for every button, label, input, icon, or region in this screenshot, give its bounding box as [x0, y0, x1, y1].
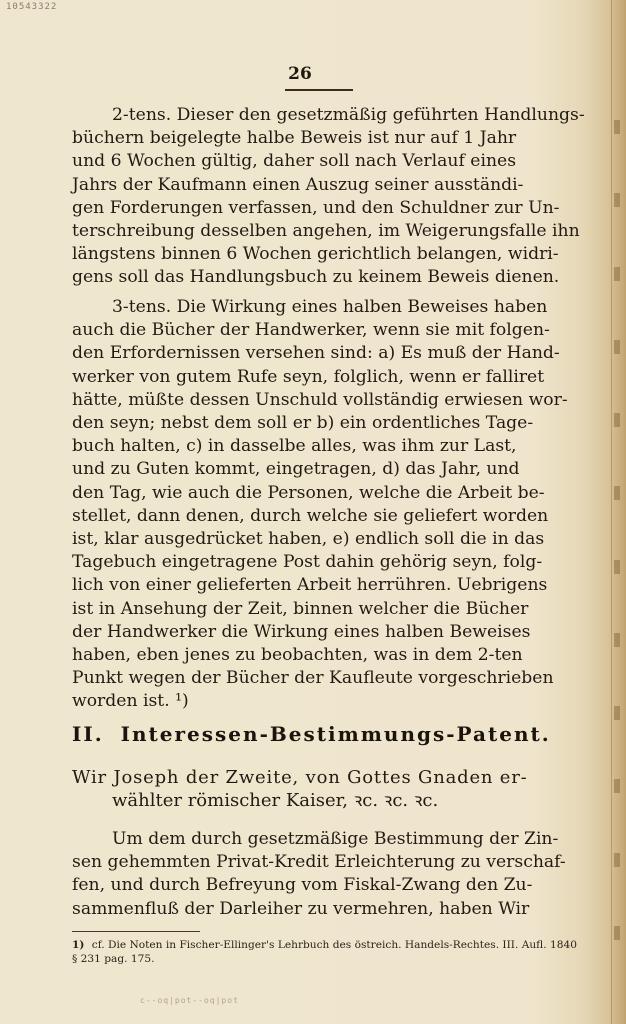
library-stamp: c--oq|pot--oq|pot [140, 996, 239, 1005]
paragraph-3tens [72, 296, 600, 714]
section-number: II. [72, 722, 104, 746]
text-line: den seyn; nebst dem soll er b) ein ordentliches Tage- [72, 413, 534, 434]
text-line: gen Forderungen verfassen, und den Schuldner zur Un- [72, 197, 560, 218]
paragraph-patent-body [72, 828, 600, 921]
text-line: lich von einer gelieferten Arbeit herrühren. Uebrigens [72, 575, 548, 596]
footnote [72, 938, 600, 966]
footnote-marker: 1) [72, 939, 85, 951]
footnote-line: cf. Die Noten in Fischer-Ellinger's Lehrbuch des östreich. Handels-Rechtes. III. Aufl. 1840 [91, 939, 577, 951]
text-line: längstens binnen 6 Wochen gerichtlich belangen, widri- [72, 244, 559, 265]
page-edge [611, 0, 626, 1024]
text-line: auch die Bücher der Handwerker, wenn sie mit folgen- [72, 320, 550, 341]
text-line: der Handwerker die Wirkung eines halben Beweises [72, 621, 531, 642]
footnote-line: § 231 pag. 175. [72, 953, 155, 965]
text-line: Punkt wegen der Bücher der Kaufleute vorgeschrieben [72, 668, 554, 689]
text-line: Jahrs der Kaufmann einen Auszug seiner ausständi- [72, 174, 524, 195]
text-line: sammenfluß der Darleiher zu vermehren, haben Wir [72, 898, 530, 919]
text-line: den Tag, wie auch die Personen, welche die Arbeit be- [72, 482, 545, 503]
text-line: Um dem durch gesetzmäßige Bestimmung der Zin- [112, 829, 559, 849]
page-number: 26 [288, 64, 312, 84]
text-line: ist, klar ausgedrücket haben, e) endlich soll die in das [72, 529, 545, 550]
text-line: gens soll das Handlungsbuch zu keinem Beweis dienen. [72, 267, 560, 288]
decree-opening [72, 766, 600, 812]
decree-line: Wir Joseph der Zweite, von Gottes Gnaden er- [72, 767, 528, 788]
text-line: stellet, dann denen, durch welche sie geliefert worden [72, 505, 549, 526]
text-line: 3-tens. Die Wirkung eines halben Beweises haben [112, 297, 548, 317]
text-line: büchern beigelegte halbe Beweis ist nur auf 1 Jahr [72, 128, 517, 149]
text-line: sen gehemmten Privat-Kredit Erleichterung zu verschaf- [72, 852, 566, 873]
text-line: terschreibung desselben angehen, im Weigerungsfalle ihn [72, 221, 580, 242]
footnote-rule [72, 931, 200, 932]
text-line: buch halten, c) in dasselbe alles, was ihm zur Last, [72, 436, 517, 457]
text-line: Tagebuch eingetragene Post dahin gehörig seyn, folg- [72, 552, 543, 573]
text-line: und zu Guten kommt, eingetragen, d) das Jahr, und [72, 459, 520, 480]
text-line: fen, und durch Befreyung vom Fiskal-Zwang den Zu- [72, 875, 533, 896]
page-number-rule [285, 89, 353, 91]
scan-id: 10543322 [6, 2, 58, 12]
text-line: worden ist. ¹) [72, 691, 189, 712]
text-line: haben, eben jenes zu beobachten, was in dem 2-ten [72, 645, 523, 666]
text-line: 2-tens. Dieser den gesetzmäßig geführten Handlungs- [112, 105, 585, 125]
edge-marks [614, 120, 624, 940]
text-line: und 6 Wochen gültig, daher soll nach Verlauf eines [72, 151, 517, 172]
section-heading [72, 722, 600, 746]
decree-line: wählter römischer Kaiser, ꝛc. ꝛc. ꝛc. [112, 790, 439, 811]
section-title: Interessen-Bestimmungs-Patent. [120, 722, 551, 746]
text-line: hätte, müßte dessen Unschuld vollständig erwiesen wor- [72, 389, 568, 410]
text-line: werker von gutem Rufe seyn, folglich, wenn er falliret [72, 366, 545, 387]
text-line: ist in Ansehung der Zeit, binnen welcher die Bücher [72, 598, 529, 619]
text-line: den Erfordernissen versehen sind: a) Es muß der Hand- [72, 343, 560, 364]
paragraph-2tens [72, 104, 600, 290]
